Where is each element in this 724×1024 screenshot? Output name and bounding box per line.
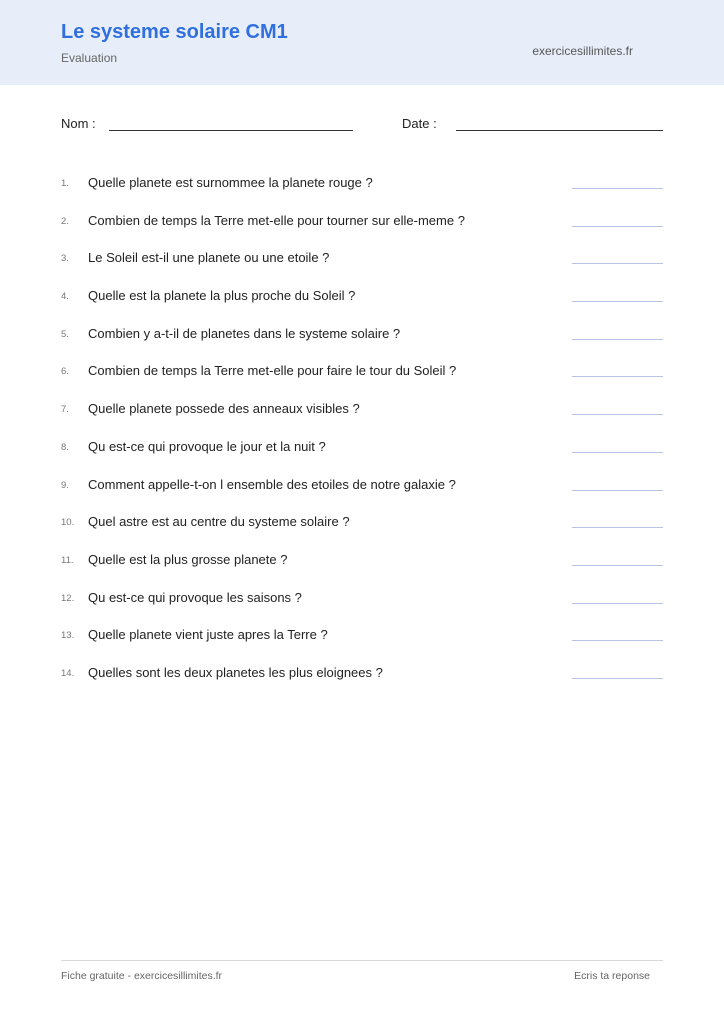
answer-field[interactable] — [572, 376, 663, 377]
question-number: 9. — [61, 479, 69, 491]
footer-credit: Fiche gratuite - exercicesillimites.fr — [61, 970, 223, 982]
question-item — [61, 474, 663, 512]
question-text: Quelles sont les deux planetes les plus eloignees ? — [88, 664, 383, 680]
question-text: Comment appelle-t-on l ensemble des etoiles de notre galaxie ? — [88, 476, 456, 492]
question-text: Quel astre est au centre du systeme solaire ? — [88, 514, 350, 530]
answer-field[interactable] — [572, 263, 663, 264]
question-number: 3. — [61, 253, 69, 265]
answer-field[interactable] — [572, 603, 663, 604]
answer-field[interactable] — [572, 188, 663, 189]
answer-field[interactable] — [572, 452, 663, 453]
question-item — [61, 210, 663, 248]
answer-field[interactable] — [572, 490, 663, 491]
question-number: 10. — [61, 517, 75, 529]
footer-instruction: Ecris ta reponse — [574, 970, 650, 982]
question-item — [61, 587, 663, 625]
question-text: Qu est-ce qui provoque les saisons ? — [88, 589, 302, 605]
answer-field[interactable] — [572, 640, 663, 641]
question-item — [61, 436, 663, 474]
question-item — [61, 323, 663, 361]
name-label: Nom : — [61, 116, 96, 131]
page-header — [0, 0, 724, 85]
question-text: Quelle est la plus grosse planete ? — [88, 551, 288, 567]
name-field[interactable] — [109, 130, 353, 131]
question-text: Quelle est la planete la plus proche du Soleil ? — [88, 288, 356, 304]
question-item — [61, 549, 663, 587]
question-text: Combien y a-t-il de planetes dans le systeme solaire ? — [88, 325, 401, 341]
answer-field[interactable] — [572, 226, 663, 227]
question-number: 12. — [61, 592, 75, 604]
question-text: Quelle planete vient juste apres la Terre ? — [88, 627, 328, 643]
question-number: 5. — [61, 328, 69, 340]
question-number: 7. — [61, 404, 69, 416]
question-text: Quelle planete est surnommee la planete rouge ? — [88, 175, 373, 190]
answer-field[interactable] — [572, 339, 663, 340]
site-name: exercicesillimites.fr — [532, 44, 633, 58]
question-number: 1. — [61, 178, 69, 189]
question-item — [61, 511, 663, 549]
answer-field[interactable] — [572, 301, 663, 302]
question-item — [61, 247, 663, 285]
identity-row — [61, 116, 663, 136]
answer-field[interactable] — [572, 565, 663, 566]
page-title: Le systeme solaire CM1 — [61, 21, 288, 43]
question-number: 4. — [61, 291, 69, 303]
question-list — [61, 172, 663, 700]
question-number: 8. — [61, 441, 69, 453]
question-item — [61, 624, 663, 662]
question-item — [61, 360, 663, 398]
question-item — [61, 285, 663, 323]
answer-field[interactable] — [572, 414, 663, 415]
date-label: Date : — [402, 116, 437, 131]
question-item — [61, 172, 663, 210]
question-number: 6. — [61, 366, 69, 378]
question-item — [61, 398, 663, 436]
question-text: Combien de temps la Terre met-elle pour faire le tour du Soleil ? — [88, 363, 457, 379]
answer-field[interactable] — [572, 527, 663, 528]
page-subtitle: Evaluation — [61, 51, 118, 65]
date-field[interactable] — [456, 130, 663, 131]
question-text: Combien de temps la Terre met-elle pour tourner sur elle-meme ? — [88, 212, 465, 228]
question-text: Qu est-ce qui provoque le jour et la nuit ? — [88, 438, 326, 454]
question-number: 13. — [61, 630, 75, 642]
question-number: 11. — [61, 554, 74, 566]
question-number: 2. — [61, 215, 69, 227]
footer-divider — [61, 960, 663, 961]
question-item — [61, 662, 663, 700]
question-number: 14. — [61, 667, 75, 679]
answer-field[interactable] — [572, 678, 663, 679]
question-text: Quelle planete possede des anneaux visibles ? — [88, 401, 360, 417]
question-text: Le Soleil est-il une planete ou une etoile ? — [88, 250, 330, 266]
